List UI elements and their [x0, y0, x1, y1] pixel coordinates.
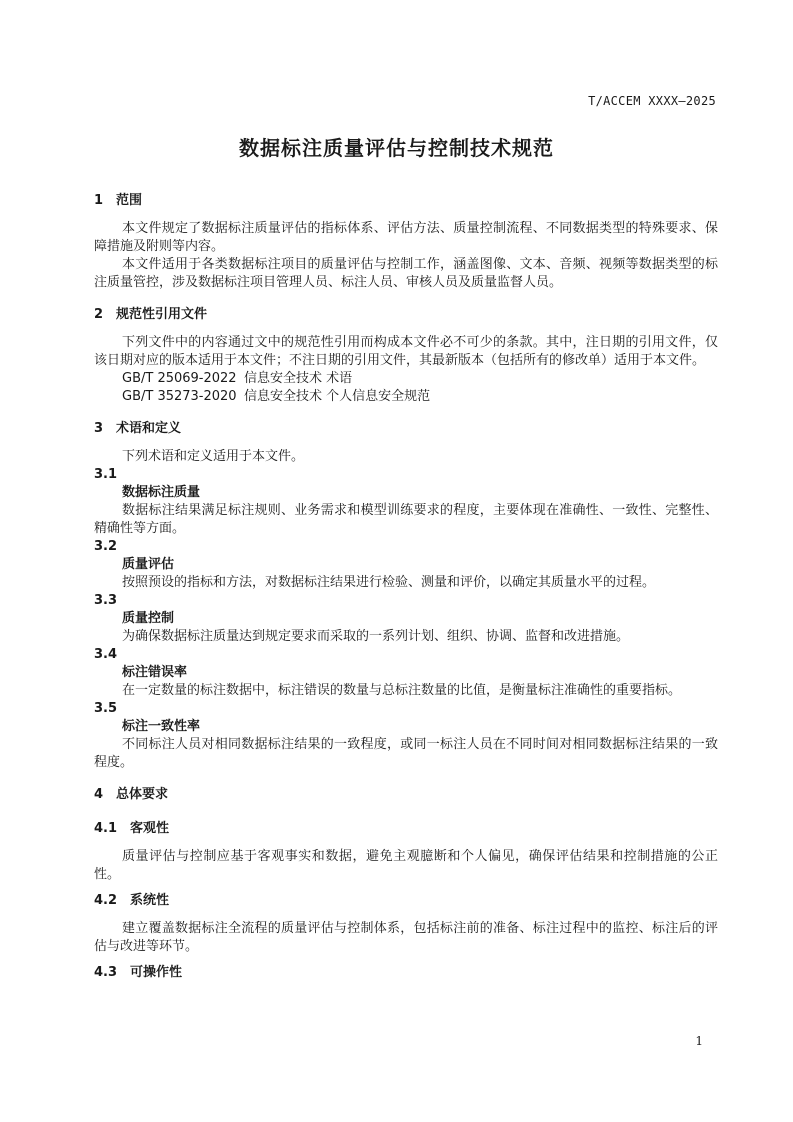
subsection-heading: 4.1 客观性 — [94, 821, 170, 836]
term-definition: 在一定数量的标注数据中，标注错误的数量与总标注数量的比值，是衡量标注准确性的重要指标。 — [122, 683, 682, 698]
section-heading-normative-references: 2 规范性引用文件 — [94, 307, 208, 322]
paragraph: 建立覆盖数据标注全流程的质量评估与控制体系，包括标注前的准备、标注过程中的监控、标注后的评估与改进等环节。 — [94, 921, 718, 954]
section-heading-general-requirements: 4 总体要求 — [94, 787, 169, 802]
term-number: 3.3 — [94, 593, 118, 608]
paragraph: 下列文件中的内容通过文中的规范性引用而构成本文件必不可少的条款。其中，注日期的引用文件，仅该日期对应的版本适用于本文件；不注日期的引用文件，其最新版本（包括所有的修改单）适用于本文件。 — [94, 335, 718, 368]
term-name: 标注一致性率 — [122, 719, 201, 734]
term-number: 3.2 — [94, 539, 118, 554]
document-body — [94, 192, 718, 984]
document-code: T/ACCEM XXXX—2025 — [588, 94, 716, 108]
term-number: 3.4 — [94, 647, 118, 662]
page-number: 1 — [695, 1034, 703, 1048]
term-number: 3.5 — [94, 701, 118, 716]
term-definition: 为确保数据标注质量达到规定要求而采取的一系列计划、组织、协调、监督和改进措施。 — [122, 629, 630, 644]
reference-item: GB/T 25069-2022 信息安全技术 术语 — [122, 371, 353, 386]
term-name: 质量控制 — [122, 611, 175, 626]
reference-item: GB/T 35273-2020 信息安全技术 个人信息安全规范 — [122, 389, 431, 404]
document-title: 数据标注质量评估与控制技术规范 — [239, 136, 554, 160]
term-number: 3.1 — [94, 467, 118, 482]
term-definition: 按照预设的指标和方法，对数据标注结果进行检验、测量和评价，以确定其质量水平的过程。 — [122, 575, 656, 590]
paragraph: 下列术语和定义适用于本文件。 — [122, 449, 305, 464]
term-definition: 数据标注结果满足标注规则、业务需求和模型训练要求的程度，主要体现在准确性、一致性、完整性、精确性等方面。 — [94, 503, 718, 536]
paragraph: 质量评估与控制应基于客观事实和数据，避免主观臆断和个人偏见，确保评估结果和控制措施的公正性。 — [94, 849, 718, 882]
term-name: 标注错误率 — [122, 665, 188, 680]
section-heading-terms: 3 术语和定义 — [94, 421, 182, 436]
term-name: 数据标注质量 — [122, 485, 201, 500]
paragraph: 本文件规定了数据标注质量评估的指标体系、评估方法、质量控制流程、不同数据类型的特殊要求、保障措施及附则等内容。 — [94, 221, 718, 254]
section-heading-scope: 1 范围 — [94, 193, 143, 208]
term-definition: 不同标注人员对相同数据标注结果的一致程度，或同一标注人员在不同时间对相同数据标注结果的一致程度。 — [94, 737, 718, 770]
paragraph: 本文件适用于各类数据标注项目的质量评估与控制工作，涵盖图像、文本、音频、视频等数据类型的标注质量管控，涉及数据标注项目管理人员、标注人员、审核人员及质量监督人员。 — [94, 257, 718, 290]
term-name: 质量评估 — [122, 557, 175, 572]
subsection-heading: 4.2 系统性 — [94, 893, 170, 908]
subsection-heading: 4.3 可操作性 — [94, 965, 183, 980]
